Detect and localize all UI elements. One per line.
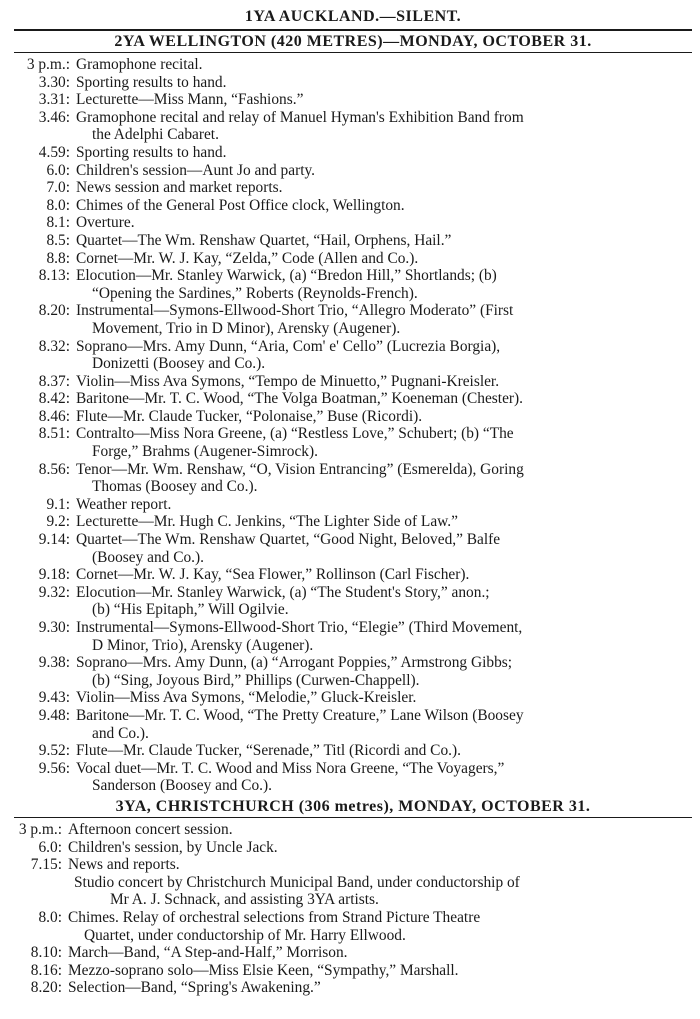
entry-description <box>68 962 692 980</box>
note-line: Studio concert by Christchurch Municipal Band, under conductorship of <box>74 873 520 891</box>
entry-description <box>76 162 692 180</box>
entry-description <box>76 179 692 197</box>
entry-line: Forge,” Brahms (Augener-Simrock). <box>92 443 318 461</box>
entry-line: Thomas (Boosey and Co.). <box>92 478 258 496</box>
programme-entry <box>14 944 692 962</box>
entry-time: 8.56: <box>38 460 70 478</box>
entry-line: Violin—Miss Ava Symons, “Melodie,” Gluck-Kreisler. <box>76 689 417 707</box>
entry-description <box>76 584 692 619</box>
entry-line: Quartet—The Wm. Renshaw Quartet, “Good Night, Beloved,” Balfe <box>76 531 501 549</box>
entry-line: Afternoon concert session. <box>68 820 233 838</box>
entry-line: Cornet—Mr. W. J. Kay, “Zelda,” Code (Allen and Co.). <box>76 249 419 267</box>
entry-description <box>68 944 692 962</box>
entry-line: News session and market reports. <box>76 179 283 197</box>
programme-entry <box>14 144 692 162</box>
entry-description <box>76 461 692 496</box>
entry-time: 8.10: <box>30 944 62 962</box>
entry-time: 3 p.m.: <box>26 56 70 73</box>
entry-time: 9.14: <box>38 531 70 549</box>
entry-description <box>76 707 692 742</box>
programme-entry <box>14 214 692 232</box>
entry-description <box>76 338 692 373</box>
entry-time: 9.2: <box>46 513 70 531</box>
entry-line: Baritone—Mr. T. C. Wood, “The Volga Boatman,” Koeneman (Chester). <box>76 390 523 408</box>
entry-description <box>76 91 692 109</box>
entry-time: 7.15: <box>30 856 62 874</box>
entry-description <box>76 109 692 144</box>
entry-time: 8.16: <box>30 961 62 979</box>
entry-description <box>76 373 692 391</box>
entry-description <box>76 425 692 460</box>
entry-time: 9.48: <box>38 706 70 724</box>
entry-line: Children's session, by Uncle Jack. <box>68 838 278 856</box>
entry-description <box>76 390 692 408</box>
entry-line: Contralto—Miss Nora Greene, (a) “Restless Love,” Schubert; (b) “The <box>76 425 514 443</box>
auckland-heading: 1YA AUCKLAND.—SILENT. <box>244 8 462 25</box>
entry-description <box>76 619 692 654</box>
entry-description <box>76 654 692 689</box>
programme-entry <box>14 179 692 197</box>
entry-time: 9.43: <box>38 689 70 707</box>
entry-time: 8.0: <box>46 196 70 214</box>
programme-entry <box>14 496 692 514</box>
entry-line: and Co.). <box>92 724 149 742</box>
entry-description <box>76 302 692 337</box>
entry-line: Mezzo-soprano solo—Miss Elsie Keen, “Sympathy,” Marshall. <box>68 961 459 979</box>
entry-line: March—Band, “A Step-and-Half,” Morrison. <box>68 944 348 962</box>
entry-time: 3.30: <box>38 73 70 91</box>
entry-line: (b) “Sing, Joyous Bird,” Phillips (Curwen-Chappell). <box>92 671 420 689</box>
entry-time: 8.0: <box>38 908 62 926</box>
entry-line: Cornet—Mr. W. J. Kay, “Sea Flower,” Rollinson (Carl Fischer). <box>76 566 470 584</box>
programme-entry <box>14 689 692 707</box>
entry-time: 7.0: <box>46 179 70 197</box>
entry-time: 6.0: <box>46 161 70 179</box>
entry-line: Vocal duet—Mr. T. C. Wood and Miss Nora Greene, “The Voyagers,” <box>76 759 505 777</box>
christchurch-studio-note <box>14 874 692 909</box>
entry-line: Baritone—Mr. T. C. Wood, “The Pretty Creature,” Lane Wilson (Boosey <box>76 706 524 724</box>
entry-line: Selection—Band, “Spring's Awakening.” <box>68 979 321 997</box>
entry-description <box>76 144 692 162</box>
entry-line: Overture. <box>76 214 135 232</box>
entry-description <box>76 531 692 566</box>
heading-rule <box>14 817 692 818</box>
entry-line: “Opening the Sardines,” Roberts (Reynolds-French). <box>92 284 418 302</box>
entry-line: Soprano—Mrs. Amy Dunn, “Aria, Com' e' Cello” (Lucrezia Borgia), <box>76 337 501 355</box>
entry-time: 8.51: <box>38 425 70 443</box>
entry-time: 8.20: <box>38 302 70 320</box>
entry-description <box>76 408 692 426</box>
programme-entry <box>14 267 692 302</box>
christchurch-heading: 3YA, CHRISTCHURCH (306 metres), MONDAY, OCTOBER 31. <box>115 797 591 815</box>
entry-line: Lecturette—Miss Mann, “Fashions.” <box>76 91 304 109</box>
programme-entry <box>14 162 692 180</box>
entry-time: 9.38: <box>38 654 70 672</box>
entry-line: Quartet—The Wm. Renshaw Quartet, “Hail, Orphens, Hail.” <box>76 231 452 249</box>
programme-entry <box>14 531 692 566</box>
entry-description <box>76 214 692 232</box>
entry-description <box>76 250 692 268</box>
programme-entry <box>14 962 692 980</box>
wellington-programme <box>14 56 692 795</box>
entry-description <box>68 979 692 997</box>
entry-description <box>76 232 692 250</box>
programme-entry <box>14 302 692 337</box>
entry-time: 9.56: <box>38 759 70 777</box>
programme-entry <box>14 109 692 144</box>
entry-time: 8.42: <box>38 390 70 408</box>
entry-line: Sanderson (Boosey and Co.). <box>92 777 272 795</box>
heading-rule <box>14 29 692 31</box>
programme-entry <box>14 425 692 460</box>
entry-line: Sporting results to hand. <box>76 143 227 161</box>
entry-line: Violin—Miss Ava Symons, “Tempo de Minuetto,” Pugnani-Kreisler. <box>76 372 500 390</box>
entry-time: 9.1: <box>46 495 70 513</box>
entry-line: News and reports. <box>68 856 180 874</box>
entry-line: Flute—Mr. Claude Tucker, “Polonaise,” Buse (Ricordi). <box>76 407 423 425</box>
entry-line: Instrumental—Symons-Ellwood-Short Trio, “Elegie” (Third Movement, <box>76 619 523 636</box>
entry-time: 8.5: <box>46 231 70 249</box>
programme-entry <box>14 856 692 874</box>
entry-line: Gramophone recital and relay of Manuel Hyman's Exhibition Band from <box>76 108 524 126</box>
programme-entry <box>14 56 692 74</box>
entry-line: Weather report. <box>76 495 172 513</box>
entry-description <box>76 742 692 760</box>
entry-time: 4.59: <box>38 143 70 161</box>
entry-description <box>68 821 692 839</box>
programme-entry <box>14 461 692 496</box>
entry-time: 9.18: <box>38 566 70 584</box>
programme-entry <box>14 390 692 408</box>
entry-description <box>68 856 692 874</box>
entry-line: Elocution—Mr. Stanley Warwick, (a) “Bredon Hill,” Shortlands; (b) <box>76 267 497 285</box>
entry-time: 9.52: <box>38 742 70 760</box>
entry-description <box>76 74 692 92</box>
entry-time: 3 p.m.: <box>18 820 62 838</box>
programme-entry <box>14 250 692 268</box>
entry-line: Elocution—Mr. Stanley Warwick, (a) “The Student's Story,” anon.; <box>76 583 490 601</box>
entry-line: Soprano—Mrs. Amy Dunn, (a) “Arrogant Poppies,” Armstrong Gibbs; <box>76 654 513 672</box>
entry-time: 8.13: <box>38 267 70 285</box>
programme-entry <box>14 909 692 944</box>
programme-entry <box>14 373 692 391</box>
programme-entry <box>14 742 692 760</box>
programme-entry <box>14 197 692 215</box>
entry-line: (b) “His Epitaph,” Will Ogilvie. <box>92 601 289 619</box>
entry-description <box>76 689 692 707</box>
programme-entry <box>14 232 692 250</box>
programme-entry <box>14 408 692 426</box>
entry-line: Instrumental—Symons-Ellwood-Short Trio, “Allegro Moderato” (First <box>76 302 514 320</box>
entry-time: 3.31: <box>38 91 70 109</box>
programme-entry <box>14 74 692 92</box>
programme-entry <box>14 338 692 373</box>
programme-entry <box>14 979 692 997</box>
programme-entry <box>14 584 692 619</box>
entry-description <box>76 513 692 531</box>
entry-time: 8.1: <box>46 214 70 232</box>
entry-line: Donizetti (Boosey and Co.). <box>92 355 266 373</box>
programme-entry <box>14 619 692 654</box>
entry-description <box>76 496 692 514</box>
entry-time: 8.20: <box>30 979 62 997</box>
programme-entry <box>14 707 692 742</box>
entry-line: D Minor, Trio), Arensky (Augener). <box>92 636 314 654</box>
entry-description <box>68 909 692 944</box>
entry-line: Gramophone recital. <box>76 56 203 73</box>
entry-line: Chimes of the General Post Office clock, Wellington. <box>76 196 405 214</box>
entry-description <box>76 267 692 302</box>
entry-line: Children's session—Aunt Jo and party. <box>76 161 316 179</box>
entry-time: 8.32: <box>38 337 70 355</box>
heading-rule <box>14 52 692 53</box>
wellington-heading: 2YA WELLINGTON (420 METRES)—MONDAY, OCTOBER 31. <box>114 33 592 50</box>
entry-time: 9.30: <box>38 619 70 636</box>
entry-description <box>76 56 692 74</box>
entry-time: 8.8: <box>46 249 70 267</box>
entry-line: Movement, Trio in D Minor), Arensky (Augener). <box>92 319 401 337</box>
entry-line: Sporting results to hand. <box>76 73 227 91</box>
programme-entry <box>14 654 692 689</box>
programme-entry <box>14 821 692 839</box>
entry-line: Quartet, under conductorship of Mr. Harry Ellwood. <box>84 926 406 944</box>
entry-description <box>76 760 692 795</box>
programme-entry <box>14 839 692 857</box>
programme-entry <box>14 760 692 795</box>
programme-entry <box>14 566 692 584</box>
entry-time: 8.46: <box>38 407 70 425</box>
entry-line: Chimes. Relay of orchestral selections from Strand Picture Theatre <box>68 908 481 926</box>
entry-time: 6.0: <box>38 838 62 856</box>
entry-time: 8.37: <box>38 372 70 390</box>
entry-description <box>68 839 692 857</box>
christchurch-programme <box>14 821 692 874</box>
christchurch-programme-continued <box>14 909 692 997</box>
entry-line: the Adelphi Cabaret. <box>92 126 219 144</box>
entry-line: Flute—Mr. Claude Tucker, “Serenade,” Titl (Ricordi and Co.). <box>76 742 461 760</box>
entry-time: 3.46: <box>38 108 70 126</box>
entry-description <box>76 566 692 584</box>
programme-entry <box>14 91 692 109</box>
entry-line: Tenor—Mr. Wm. Renshaw, “O, Vision Entrancing” (Esmerelda), Goring <box>76 460 524 478</box>
note-line: Mr A. J. Schnack, and assisting 3YA artists. <box>110 891 379 909</box>
entry-description <box>76 197 692 215</box>
entry-time: 9.32: <box>38 583 70 601</box>
entry-line: (Boosey and Co.). <box>92 548 204 566</box>
entry-line: Lecturette—Mr. Hugh C. Jenkins, “The Lighter Side of Law.” <box>76 513 458 531</box>
programme-entry <box>14 513 692 531</box>
